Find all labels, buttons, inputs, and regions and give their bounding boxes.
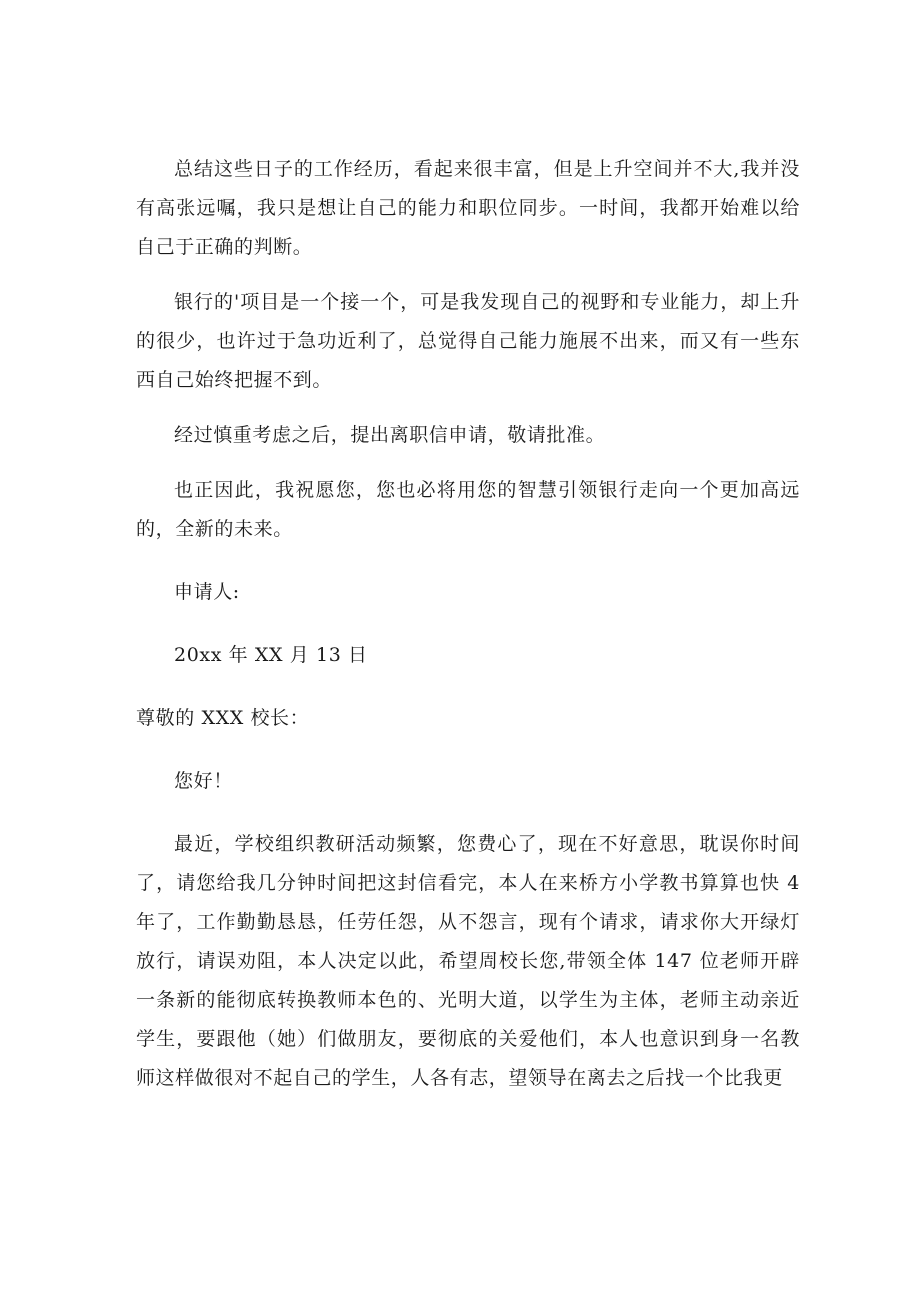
letter2-body: 最近，学校组织教研活动频繁，您费心了，现在不好意思，耽误你时间了，请您给我几分钟时间把这封信看完，本人在来桥方小学教书算算也快 4 年了，工作勤勤恳恳，任劳任怨，从不怨言，现有个请求，请求你大开绿灯放行，请误劝阻，本人决定以此，希望周校长您,带领全体 147 位老师开辟一条新的能彻底转换教师本色的、光明大道，以学生为主体，老师主动亲近学生，要跟他（她）们做朋友，要彻底的关爱他们，本人也意识到身一名教师这样做很对不起自己的学生，人各有志，望领导在离去之后找一个比我更 (136, 833, 800, 1089)
letter2-salutation: 尊敬的 XXX 校长： (136, 707, 310, 729)
paragraph-wishes: 也正因此，我祝愿您，您也必将用您的智慧引领银行走向一个更加高远的，全新的未来。 (136, 479, 800, 540)
document-body (136, 150, 800, 1098)
paragraph-bank-projects: 银行的'项目是一个接一个，可是我发现自己的视野和专业能力，却上升的很少，也许过于急功近利了，总觉得自己能力施展不出来，而又有一些东西自己始终把握不到。 (136, 291, 800, 391)
paragraph-work-experience: 总结这些日子的工作经历，看起来很丰富，但是上升空间并不大,我并没有高张远嘱，我只是想让自己的能力和职位同步。一时间，我都开始难以给自己于正确的判断。 (136, 158, 800, 258)
letter-date: 20xx 年 XX 月 13 日 (174, 644, 368, 666)
letter2-greeting: 您好！ (174, 770, 233, 792)
applicant-label: 申请人: (174, 581, 240, 603)
paragraph-resignation-request: 经过慎重考虑之后，提出离职信申请，敬请批准。 (174, 424, 606, 446)
